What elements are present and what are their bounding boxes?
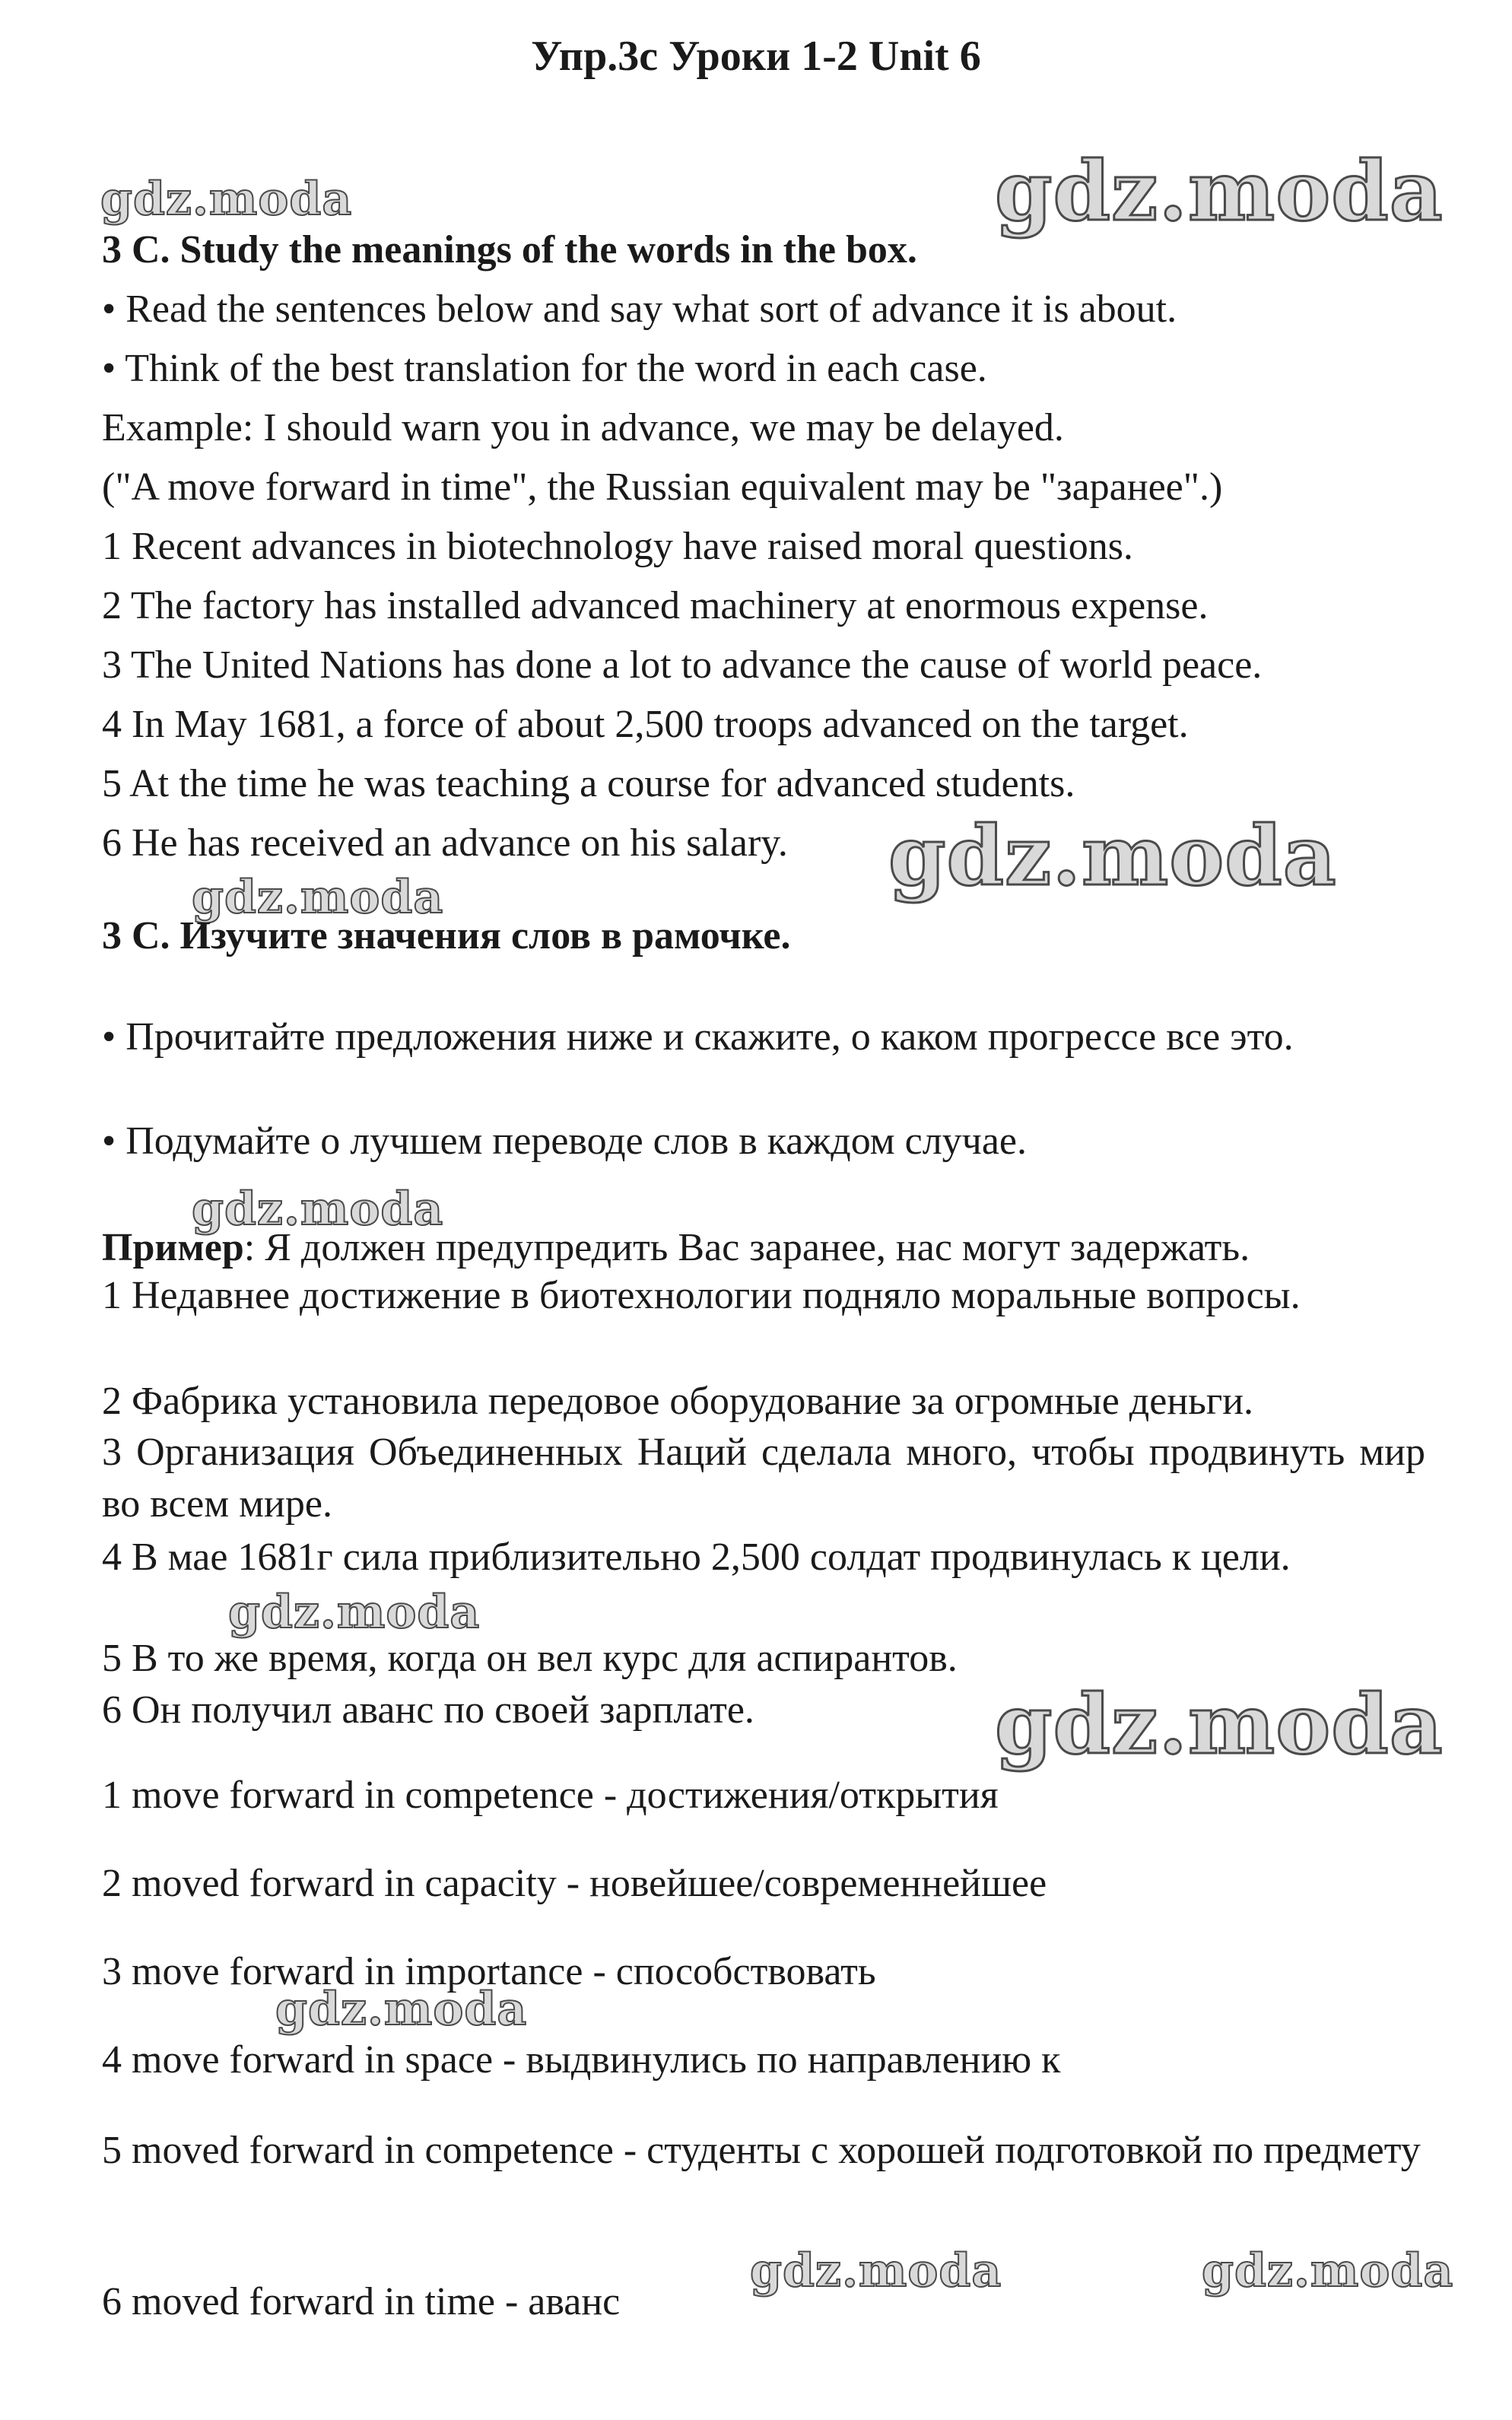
watermark-logo: gdz.moda: [750, 2244, 1002, 2298]
answer-item: 6 moved forward in time - аванс: [102, 2280, 621, 2323]
russian-heading: 3 С. Изучите значения слов в рамочке.: [102, 914, 791, 958]
watermark-logo: gdz.moda: [995, 1677, 1444, 1773]
english-instruction: • Think of the best translation for the word in each case.: [102, 347, 987, 390]
watermark-logo: gdz.moda: [100, 173, 353, 226]
english-sentence: 3 The United Nations has done a lot to advance the cause of world peace.: [102, 643, 1263, 687]
answer-item: 5 moved forward in competence - студенты с хорошей подготовкой по предмету: [102, 2129, 1421, 2172]
russian-example: [102, 1224, 1250, 1272]
watermark-logo: gdz.moda: [192, 871, 444, 924]
english-sentence: 4 In May 1681, a force of about 2,500 troops advanced on the target.: [102, 703, 1189, 746]
russian-sentence: 5 В то же время, когда он вел курс для аспирантов.: [102, 1637, 958, 1680]
watermark-logo: gdz.moda: [995, 144, 1444, 240]
english-instruction: • Read the sentences below and say what sort of advance it is about.: [102, 287, 1177, 331]
english-heading: 3 C. Study the meanings of the words in the box.: [102, 228, 917, 272]
russian-sentence: 2 Фабрика установила передовое оборудование за огромные деньги.: [102, 1380, 1254, 1423]
russian-instruction: • Прочитайте предложения ниже и скажите, о каком прогрессе все это.: [102, 1015, 1294, 1059]
english-sentence: 1 Recent advances in biotechnology have raised moral questions.: [102, 525, 1133, 568]
english-sentence: 6 He has received an advance on his salary.: [102, 821, 788, 865]
watermark-logo: gdz.moda: [275, 1983, 528, 2036]
watermark-logo: gdz.moda: [1202, 2244, 1454, 2298]
answer-item: 3 move forward in importance - способствовать: [102, 1950, 876, 1993]
answer-item: 4 move forward in space - выдвинулись по направлению к: [102, 2038, 1061, 2082]
watermark-logo: gdz.moda: [192, 1183, 444, 1236]
english-sentence: 2 The factory has installed advanced machinery at enormous expense.: [102, 584, 1209, 627]
english-example-note: ("A move forward in time", the Russian equivalent may be "заранее".): [102, 465, 1223, 509]
russian-example-label: Пример: [102, 1226, 244, 1269]
english-sentence: 5 At the time he was teaching a course for advanced students.: [102, 762, 1075, 805]
watermark-logo: gdz.moda: [888, 808, 1337, 904]
page-title: Упр.3с Уроки 1-2 Unit 6: [531, 33, 981, 80]
russian-sentence: 6 Он получил аванс по своей зарплате.: [102, 1688, 754, 1732]
russian-sentence: 1 Недавнее достижение в биотехнологии подняло моральные вопросы.: [102, 1274, 1301, 1317]
answer-item: 2 moved forward in capacity - новейшее/современнейшее: [102, 1862, 1047, 1905]
answer-item: 1 move forward in competence - достижения/открытия: [102, 1774, 999, 1817]
russian-example-text: : Я должен предупредить Вас заранее, нас могут задержать.: [243, 1226, 1250, 1269]
russian-instruction: • Подумайте о лучшем переводе слов в каждом случае.: [102, 1119, 1027, 1163]
russian-sentence: 3 Организация Объединенных Наций сделала много, чтобы продвинуть мир во всем мире.: [102, 1431, 1425, 1526]
russian-sentence: 4 В мае 1681г сила приблизительно 2,500 солдат продвинулась к цели.: [102, 1536, 1291, 1579]
watermark-logo: gdz.moda: [228, 1586, 481, 1639]
english-example: Example: I should warn you in advance, we may be delayed.: [102, 406, 1064, 449]
